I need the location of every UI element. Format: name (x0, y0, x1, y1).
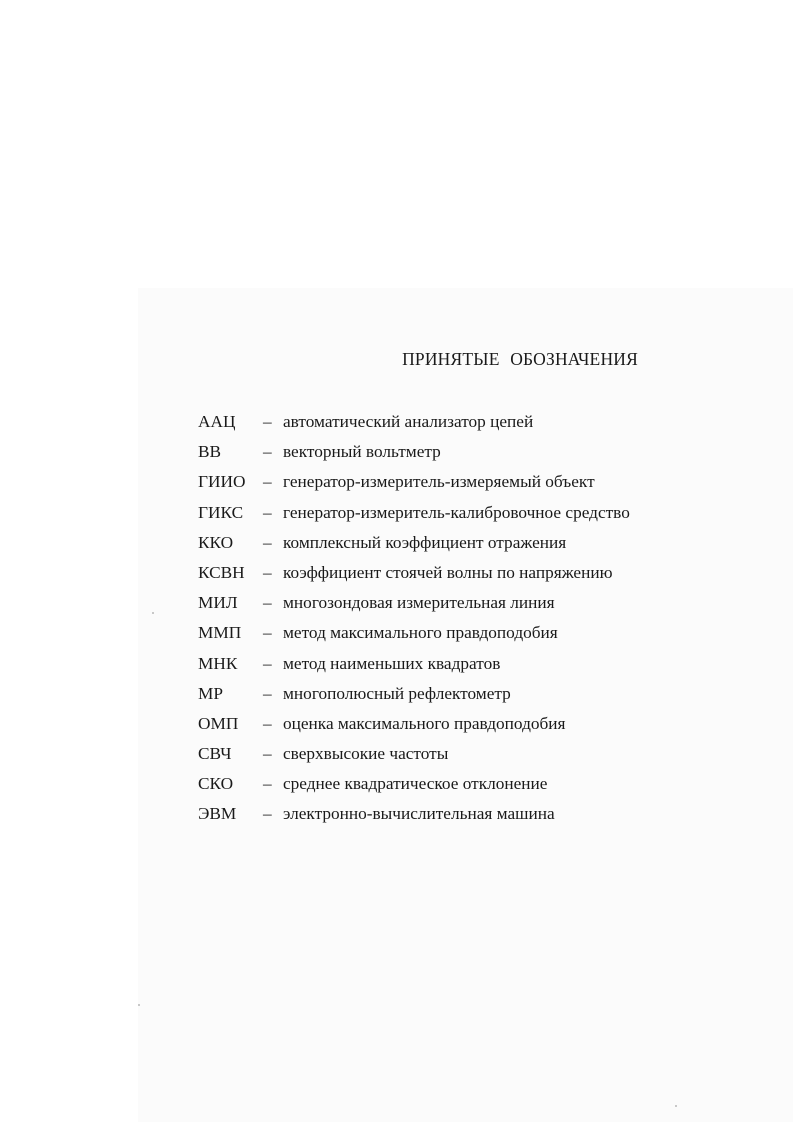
abbreviation: ККО (198, 532, 234, 552)
dash-separator: – (263, 744, 272, 764)
scan-speck (675, 1105, 677, 1107)
list-item (198, 501, 758, 531)
dash-separator: – (263, 442, 272, 462)
scan-speck (138, 1004, 140, 1006)
abbreviation: ЭВМ (198, 804, 237, 824)
definition: комплексный коэффициент отражения (283, 532, 567, 552)
abbreviation: МНК (198, 653, 238, 673)
dash-separator: – (263, 502, 272, 522)
definition: многозондовая измерительная линия (283, 593, 555, 613)
abbreviation: МИЛ (198, 593, 238, 613)
list-item (198, 440, 758, 470)
abbreviation: ГИИО (198, 472, 246, 492)
definition: автоматический анализатор цепей (283, 412, 534, 431)
abbreviation: ВВ (198, 442, 222, 462)
definition: метод наименьших квадратов (283, 653, 501, 673)
list-item (198, 682, 758, 712)
definition: многополюсный рефлектометр (283, 683, 511, 703)
dash-separator: – (263, 593, 272, 613)
dash-separator: – (263, 623, 272, 643)
abbreviation: МР (198, 683, 223, 703)
dash-separator: – (263, 412, 272, 431)
definition: среднее квадратическое отклонение (283, 774, 548, 794)
definition: оценка максимального правдоподобия (283, 713, 566, 733)
dash-separator: – (263, 774, 272, 794)
abbreviation: СКО (198, 774, 234, 794)
definition: векторный вольтметр (283, 442, 441, 462)
abbreviation: ААЦ (198, 412, 236, 431)
list-item (198, 410, 758, 440)
list-item (198, 772, 758, 802)
list-item (198, 802, 758, 832)
list-item (198, 652, 758, 682)
abbreviation: ММП (198, 623, 242, 643)
dash-separator: – (263, 713, 272, 733)
page-title: ПРИНЯТЫЕ ОБОЗНАЧЕНИЯ (402, 349, 638, 369)
dash-separator: – (263, 562, 272, 582)
definition: генератор-измеритель-калибровочное средство (283, 502, 630, 522)
list-item (198, 621, 758, 651)
dash-separator: – (263, 472, 272, 492)
dash-separator: – (263, 683, 272, 703)
definition: электронно-вычислительная машина (283, 804, 555, 824)
list-item (198, 470, 758, 500)
list-item (198, 591, 758, 621)
dash-separator: – (263, 804, 272, 824)
scan-speck (152, 612, 154, 614)
abbreviation: СВЧ (198, 744, 232, 764)
list-item (198, 531, 758, 561)
definition: генератор-измеритель-измеряемый объект (283, 472, 595, 492)
list-item (198, 742, 758, 772)
abbreviation: КСВН (198, 562, 245, 582)
abbreviation: ОМП (198, 713, 239, 733)
abbreviation-list (198, 410, 758, 833)
dash-separator: – (263, 653, 272, 673)
list-item (198, 712, 758, 742)
definition: метод максимального правдоподобия (283, 623, 558, 643)
definition: сверхвысокие частоты (283, 744, 449, 764)
dash-separator: – (263, 532, 272, 552)
list-item (198, 561, 758, 591)
definition: коэффициент стоячей волны по напряжению (283, 562, 613, 582)
abbreviation: ГИКС (198, 502, 244, 522)
